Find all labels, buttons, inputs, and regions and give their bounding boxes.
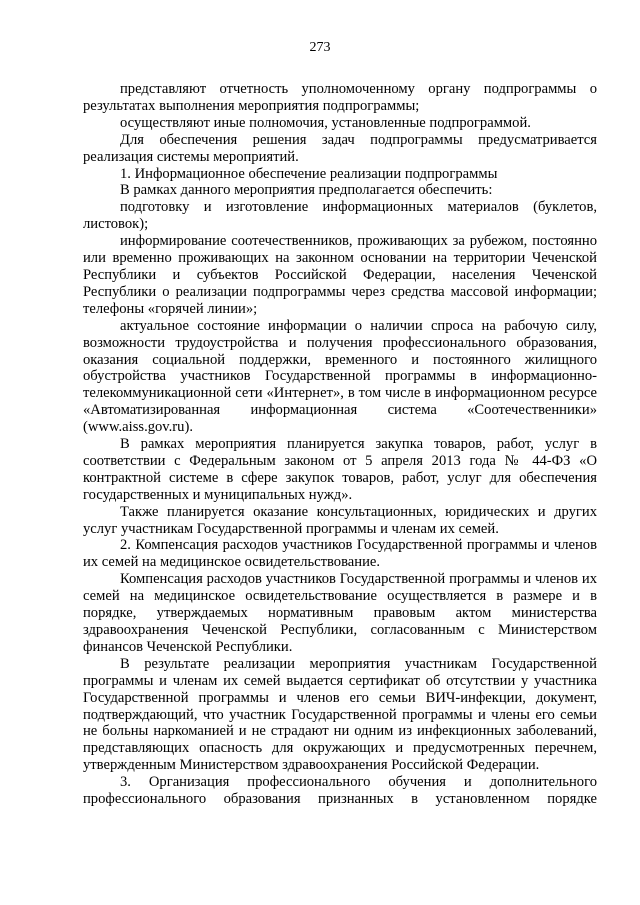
- paragraph-other-powers: осуществляют иные полномочия, установленные подпрограммой.: [120, 114, 531, 131]
- paragraph-current-information: актуальное состояние информации о наличии спроса на рабочую силу, возможности трудоустройства и получения профессионального образования, оказания социальной поддержки, временного и постоянного жилищного обустройства участников Государственной программы в информационно-телекоммуникационной сети «Интернет», в том числе в информационном ресурсе «Автоматизированная информационная система «Соотечественники» (www.aiss.gov.ru).: [83, 317, 597, 436]
- paragraph-procurement: В рамках мероприятия планируется закупка товаров, работ, услуг в соответствии с Федеральным законом от 5 апреля 2013 года № 44-ФЗ «О контрактной системе в сфере закупок товаров, работ, услуг для обеспечения государственных и муниципальных нужд».: [83, 436, 597, 503]
- heading-medical-compensation: 2. Компенсация расходов участников Государственной программы и членов их семей на медицинское освидетельствование.: [83, 537, 597, 571]
- paragraph-provide-intro: В рамках данного мероприятия предполагается обеспечить:: [120, 182, 493, 199]
- paragraph-informing-compatriots: информирование соотечественников, проживающих за рубежом, постоянно или временно проживающих на законном основании на территории Чеченской Республики и субъектов Российской Федерации, населения Чеченской Республики о реализации подпрограммы через средства массовой информации; телефоны «горячей линии»;: [83, 233, 597, 317]
- page-number: 273: [309, 40, 331, 55]
- paragraph-materials: подготовку и изготовление информационных материалов (буклетов, листовок);: [83, 199, 597, 233]
- heading-information-support: 1. Информационное обеспечение реализации подпрограммы: [120, 165, 498, 182]
- paragraph-certificate: В результате реализации мероприятия участникам Государственной программы и членам их семей выдается сертификат об отсутствии у участника Государственной программы и членов его семьи ВИЧ-инфекции, документ, подтверждающий, что участник Государственной программы и члены его семьи не больны наркоманией и не страдают ни одним из инфекционных заболеваний, представляющих опасность для окружающих и предусмотренных перечнем, утвержденным Министерством здравоохранения Российской Федерации.: [83, 655, 597, 774]
- paragraph-reporting: представляют отчетность уполномоченному органу подпрограммы о результатах выполнения мероприятия подпрограммы;: [83, 81, 597, 114]
- document-body: [83, 81, 597, 808]
- heading-professional-training: 3. Организация профессионального обучения и дополнительного профессионального образования признанных в установленном порядке: [83, 774, 597, 808]
- paragraph-system-of-measures: Для обеспечения решения задач подпрограммы предусматривается реализация системы мероприятий.: [83, 131, 597, 165]
- paragraph-compensation-order: Компенсация расходов участников Государственной программы и членов их семей на медицинское освидетельствование осуществляется в размере и в порядке, утверждаемых нормативным правовым актом министерства здравоохранения Чеченской Республики, согласованным с Министерством финансов Чеченской Республики.: [83, 571, 597, 655]
- paragraph-consulting-services: Также планируется оказание консультационных, юридических и других услуг участникам Государственной программы и членам их семей.: [83, 503, 597, 537]
